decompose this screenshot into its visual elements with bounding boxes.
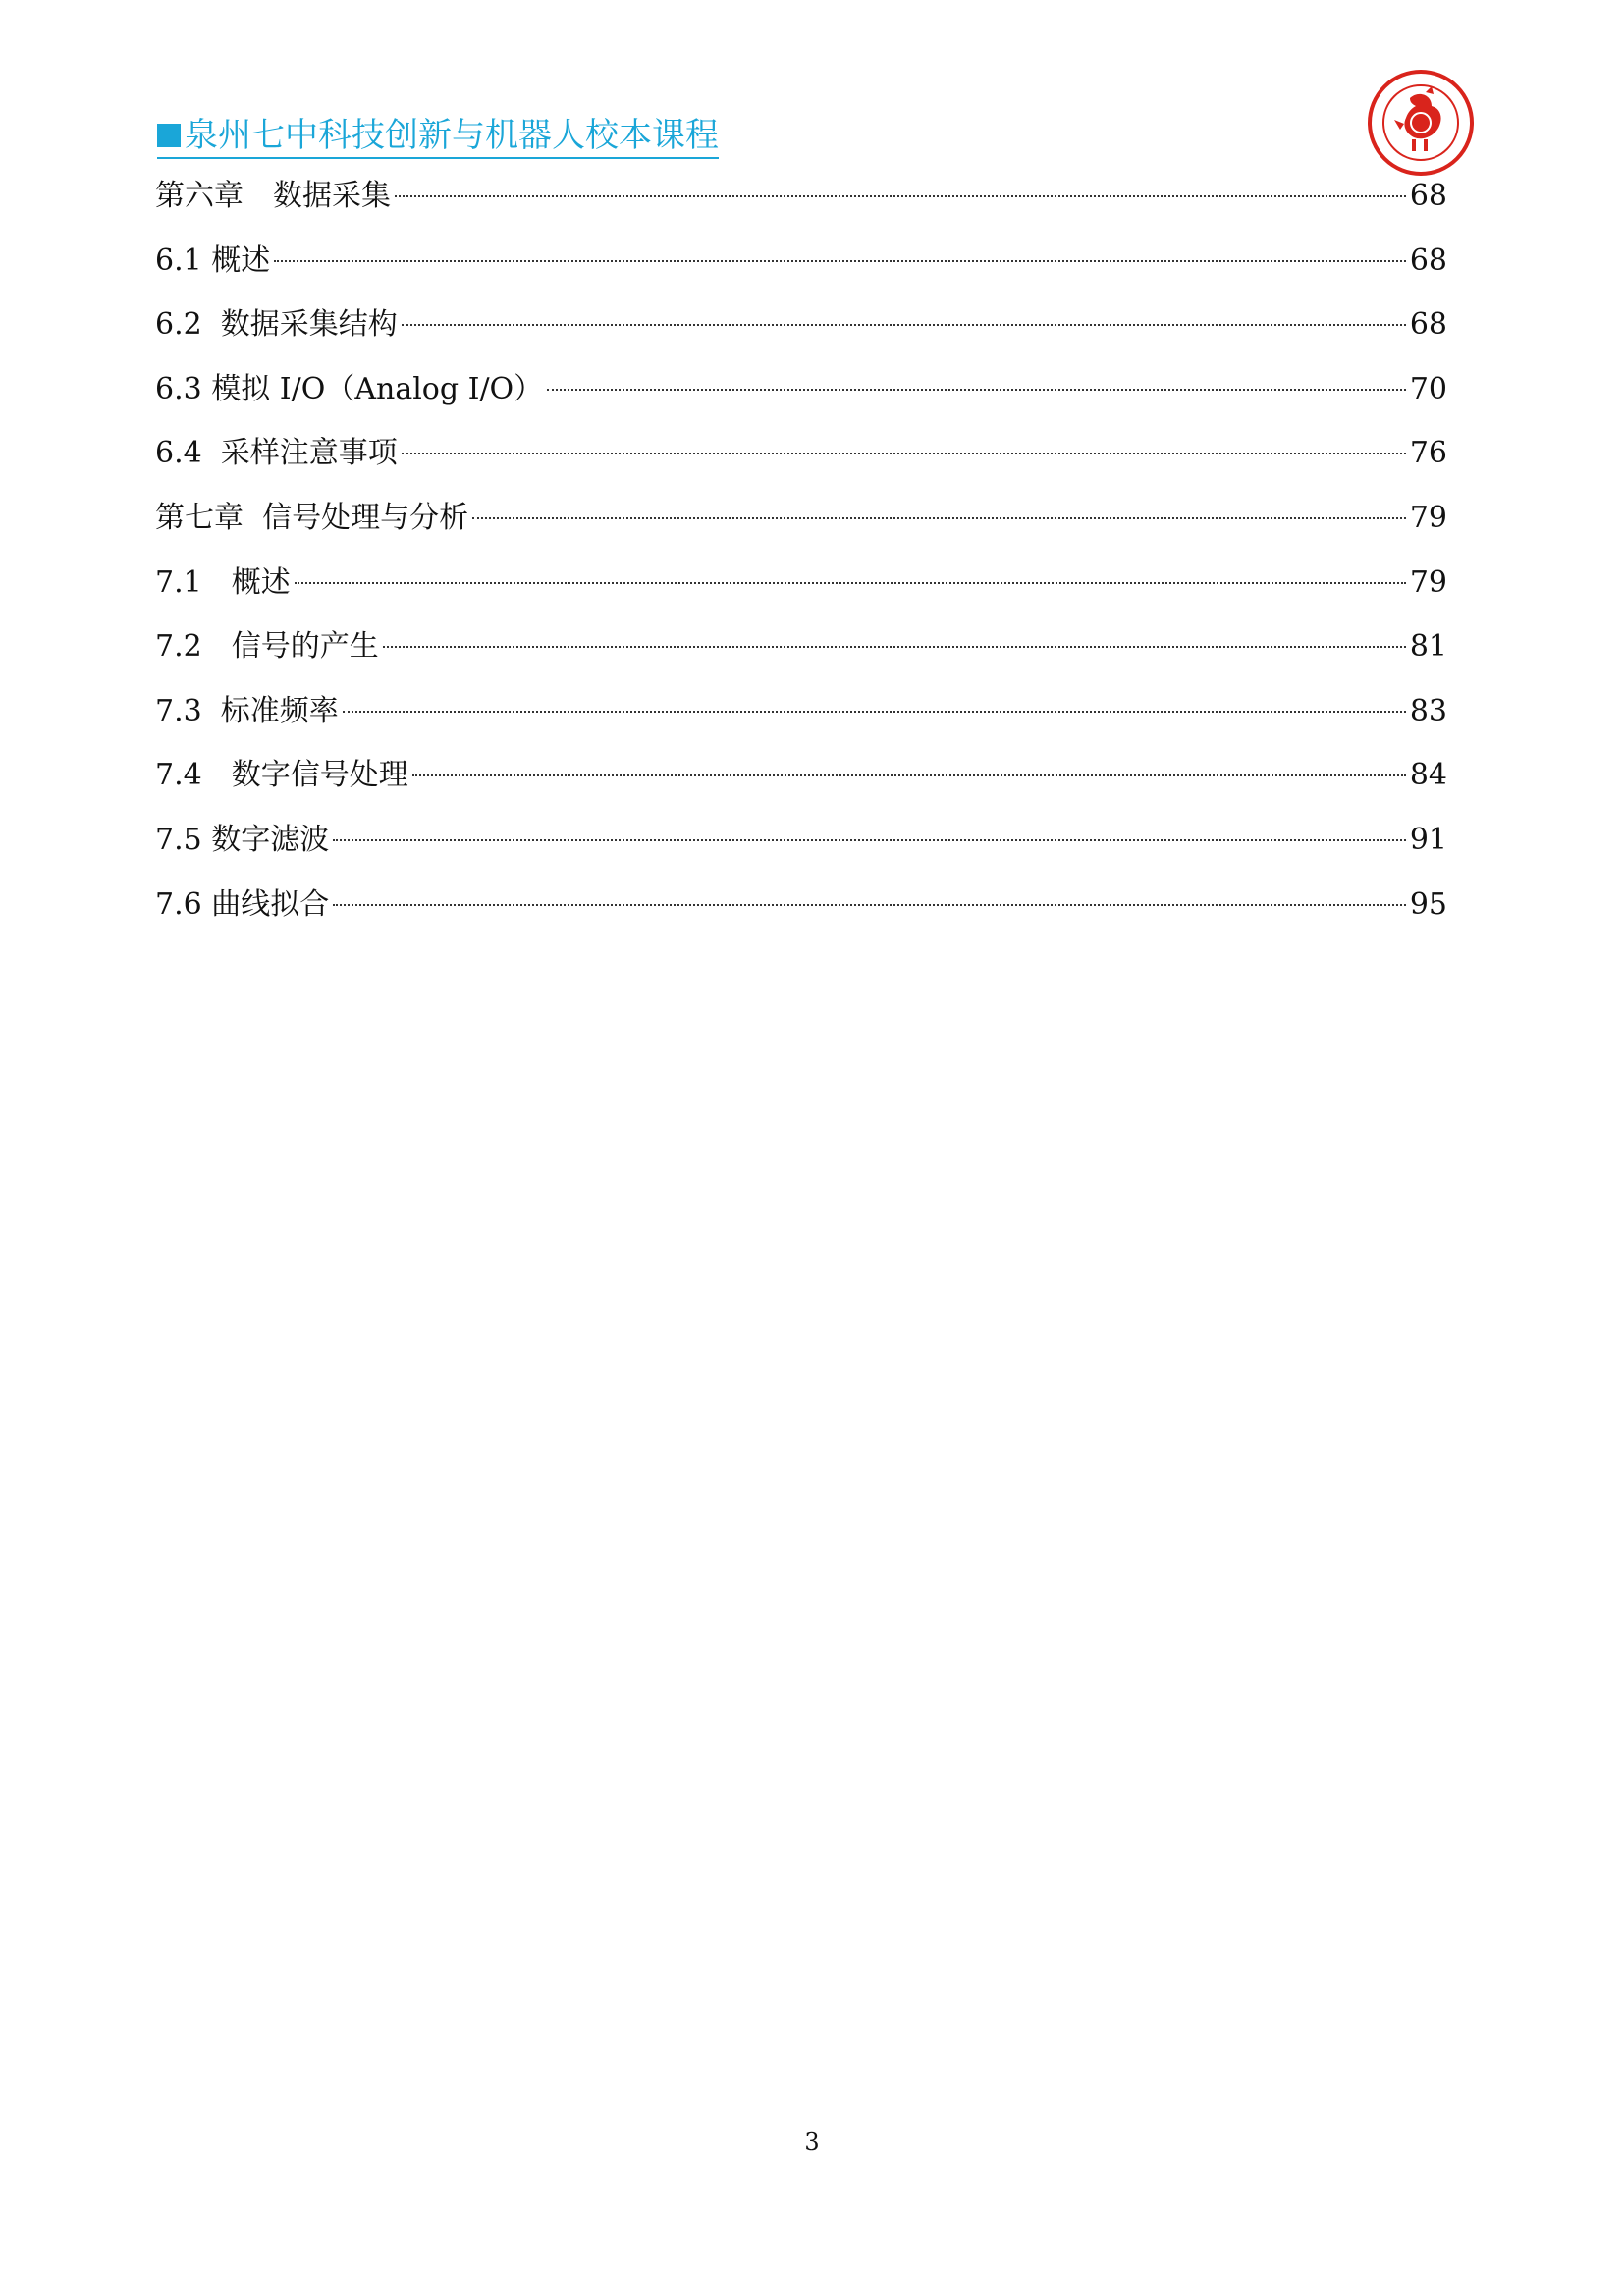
toc-entry[interactable] <box>155 617 1447 682</box>
toc-entry[interactable] <box>155 424 1447 489</box>
table-of-contents <box>155 167 1447 939</box>
toc-dot-leader <box>547 389 1406 391</box>
toc-entry[interactable] <box>155 554 1447 618</box>
toc-entry-page: 79 <box>1409 564 1447 600</box>
toc-entry-title: 7.3 标准频率 <box>155 693 339 728</box>
toc-entry[interactable] <box>155 682 1447 747</box>
toc-entry-page: 68 <box>1409 242 1447 278</box>
toc-dot-leader <box>333 839 1406 841</box>
toc-dot-leader <box>402 324 1406 326</box>
toc-entry-title: 7.5 数字滤波 <box>155 822 330 857</box>
toc-entry[interactable] <box>155 811 1447 876</box>
toc-entry-title: 第六章 数据采集 <box>155 179 391 213</box>
toc-dot-leader <box>295 582 1406 584</box>
toc-dot-leader <box>274 260 1406 262</box>
school-emblem-icon <box>1367 69 1475 177</box>
course-header <box>157 116 719 159</box>
toc-dot-leader <box>472 517 1406 519</box>
header-title: 泉州七中科技创新与机器人校本课程 <box>185 116 719 155</box>
toc-entry[interactable] <box>155 360 1447 425</box>
toc-entry[interactable] <box>155 489 1447 554</box>
toc-entry-title: 6.3 模拟 I/O（Analog I/O） <box>155 371 544 406</box>
page-number: 3 <box>804 2128 820 2156</box>
toc-entry-page: 81 <box>1409 629 1447 665</box>
toc-entry-title: 6.2 数据采集结构 <box>155 307 398 343</box>
toc-dot-leader <box>383 646 1406 648</box>
toc-entry-page: 79 <box>1409 500 1447 535</box>
toc-entry-page: 91 <box>1409 822 1447 857</box>
toc-entry[interactable] <box>155 232 1447 296</box>
toc-dot-leader <box>395 195 1406 197</box>
toc-entry[interactable] <box>155 746 1447 811</box>
toc-entry-page: 83 <box>1409 693 1447 728</box>
toc-entry[interactable] <box>155 876 1447 940</box>
toc-dot-leader <box>333 904 1406 906</box>
toc-entry-page: 95 <box>1409 886 1447 922</box>
toc-entry-title: 6.1 概述 <box>155 242 271 278</box>
toc-entry[interactable] <box>155 295 1447 360</box>
toc-entry-title: 第七章 信号处理与分析 <box>155 500 469 535</box>
toc-entry-title: 7.4 数字信号处理 <box>155 758 408 793</box>
toc-entry-title: 6.4 采样注意事项 <box>155 436 398 471</box>
toc-dot-leader <box>343 711 1406 713</box>
toc-entry-page: 68 <box>1409 307 1447 343</box>
toc-entry-title: 7.6 曲线拟合 <box>155 886 330 922</box>
toc-dot-leader <box>402 453 1406 454</box>
toc-entry-title: 7.1 概述 <box>155 564 291 600</box>
toc-entry-page: 68 <box>1409 179 1447 213</box>
toc-entry-page: 70 <box>1409 371 1447 406</box>
toc-entry-page: 84 <box>1409 758 1447 793</box>
square-bullet-icon <box>157 124 181 147</box>
toc-dot-leader <box>412 774 1406 776</box>
toc-entry-title: 7.2 信号的产生 <box>155 629 379 665</box>
toc-entry[interactable] <box>155 167 1447 232</box>
toc-entry-page: 76 <box>1409 436 1447 471</box>
